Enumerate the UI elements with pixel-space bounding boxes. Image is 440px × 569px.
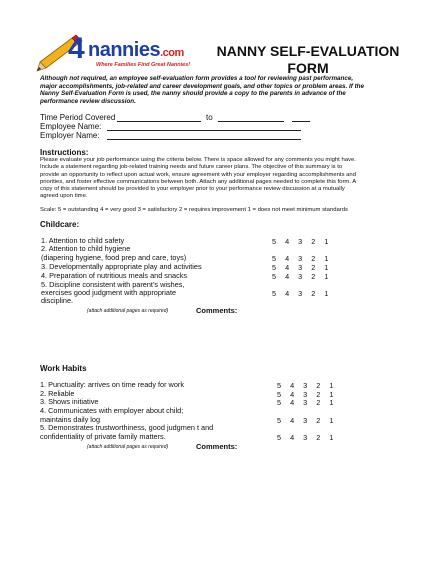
childcare-item: exercises good judgment with appropriate <box>41 288 177 297</box>
work-item: 4. Communicates with employer about child; <box>40 406 184 415</box>
logo-suffix: .com <box>160 47 184 59</box>
childcare-comments-label: Comments: <box>196 306 238 315</box>
logo-name: nannies.com <box>88 39 184 61</box>
work-comments-label: Comments: <box>196 442 238 451</box>
employer-name-field[interactable] <box>107 139 301 140</box>
work-rating[interactable]: 5 4 3 2 1 <box>277 390 334 399</box>
instructions-line: Include a statement regarding job-related training needs and future career plans. The objective of this summary is to <box>40 164 343 171</box>
work-item: 3. Shows initiative <box>40 397 99 406</box>
childcare-rating[interactable]: 5 4 3 2 1 <box>272 263 329 272</box>
attach-note: (attach additional pages as required) <box>87 444 169 450</box>
instructions-line: priorities, and foster effective communications between both. Attach any additional pages needed to complete this form. A <box>40 178 357 185</box>
intro-line: performance review discussion. <box>40 98 136 106</box>
company-logo <box>36 30 196 74</box>
rating-scale: Scale: 5 = outstanding 4 = very good 3 = satisfactory 2 = requires improvement 1 = does not meet minimum standards <box>40 207 348 213</box>
time-period-label: Time Period Covered <box>40 113 116 122</box>
childcare-rating[interactable]: 5 4 3 2 1 <box>272 289 329 298</box>
instructions-text <box>40 157 410 201</box>
instructions-line: copy of this statement should be provided to your employer prior to your performance review discussion at a mutually <box>40 186 345 193</box>
work-item: 2. Reliable <box>40 389 75 398</box>
work-item: maintains daily log <box>40 415 101 424</box>
childcare-item: 1. Attention to child safety <box>41 236 125 245</box>
attach-note: (attach additional pages as required) <box>87 308 169 314</box>
work-item: confidentiality of private family matters. <box>40 432 166 441</box>
childcare-rating[interactable]: 5 4 3 2 1 <box>272 237 329 246</box>
instructions-heading: Instructions: <box>40 148 89 157</box>
time-period-year-field[interactable] <box>292 121 310 122</box>
instructions-line: Please evaluate your job performance using the criteria below. There is space allowed for any comments you might have. <box>40 157 356 163</box>
work-rating[interactable]: 5 4 3 2 1 <box>277 381 334 390</box>
employee-name-field[interactable] <box>107 130 301 131</box>
work-rating[interactable]: 5 4 3 2 1 <box>277 398 334 407</box>
instructions-line: provide an opportunity to reflect upon actual work, ensure agreement with your employer regarding accomplishments and <box>40 171 356 178</box>
childcare-item: 5. Discipline consistent with parent’s wishes, <box>41 280 185 289</box>
childcare-rating[interactable]: 5 4 3 2 1 <box>272 272 329 281</box>
work-item: 1. Punctuality: arrives on time ready for work <box>40 380 184 389</box>
intro-line: Nanny Self-Evaluation Form is used, the nanny should provide a copy to the parents in advance of the <box>40 90 346 98</box>
employee-name-label: Employee Name: <box>40 122 102 131</box>
childcare-item: 4. Preparation of nutritious meals and snacks <box>41 271 188 280</box>
intro-line: major accomplishments, job-related and career development goals, and other topics or problem areas. If the <box>40 82 365 90</box>
page-title <box>203 43 413 77</box>
work-item: 5. Demonstrates trustworthiness, good judgmen t and <box>40 423 214 432</box>
logo-tagline: Where Families Find Great Nannies! <box>96 62 191 68</box>
childcare-rating[interactable]: 5 4 3 2 1 <box>272 254 329 263</box>
childcare-item: 2. Attention to child hygiene <box>41 244 131 253</box>
work-rating[interactable]: 5 4 3 2 1 <box>277 433 334 442</box>
employer-name-label: Employer Name: <box>40 131 100 140</box>
work-habits-heading: Work Habits <box>40 364 87 373</box>
to-label: to <box>206 113 213 122</box>
title-line-1: NANNY SELF-EVALUATION <box>216 43 400 59</box>
intro-line: Although not required, an employee self-evaluation form provides a tool for reviewing past performance, <box>40 75 354 82</box>
childcare-item: 3. Developmentally appropriate play and activities <box>41 262 202 271</box>
childcare-item: discipline. <box>41 296 74 305</box>
childcare-item: (diapering hygiene, food prep and care, toys) <box>41 253 187 262</box>
title-line-2: FORM <box>287 60 329 76</box>
time-period-end-field[interactable] <box>218 121 284 122</box>
instructions-line: agreed upon time. <box>40 193 88 200</box>
time-period-start-field[interactable] <box>117 121 201 122</box>
intro-paragraph <box>40 75 412 106</box>
logo-number: 4 <box>68 32 84 65</box>
work-rating[interactable]: 5 4 3 2 1 <box>277 416 334 425</box>
childcare-heading: Childcare: <box>40 220 80 229</box>
